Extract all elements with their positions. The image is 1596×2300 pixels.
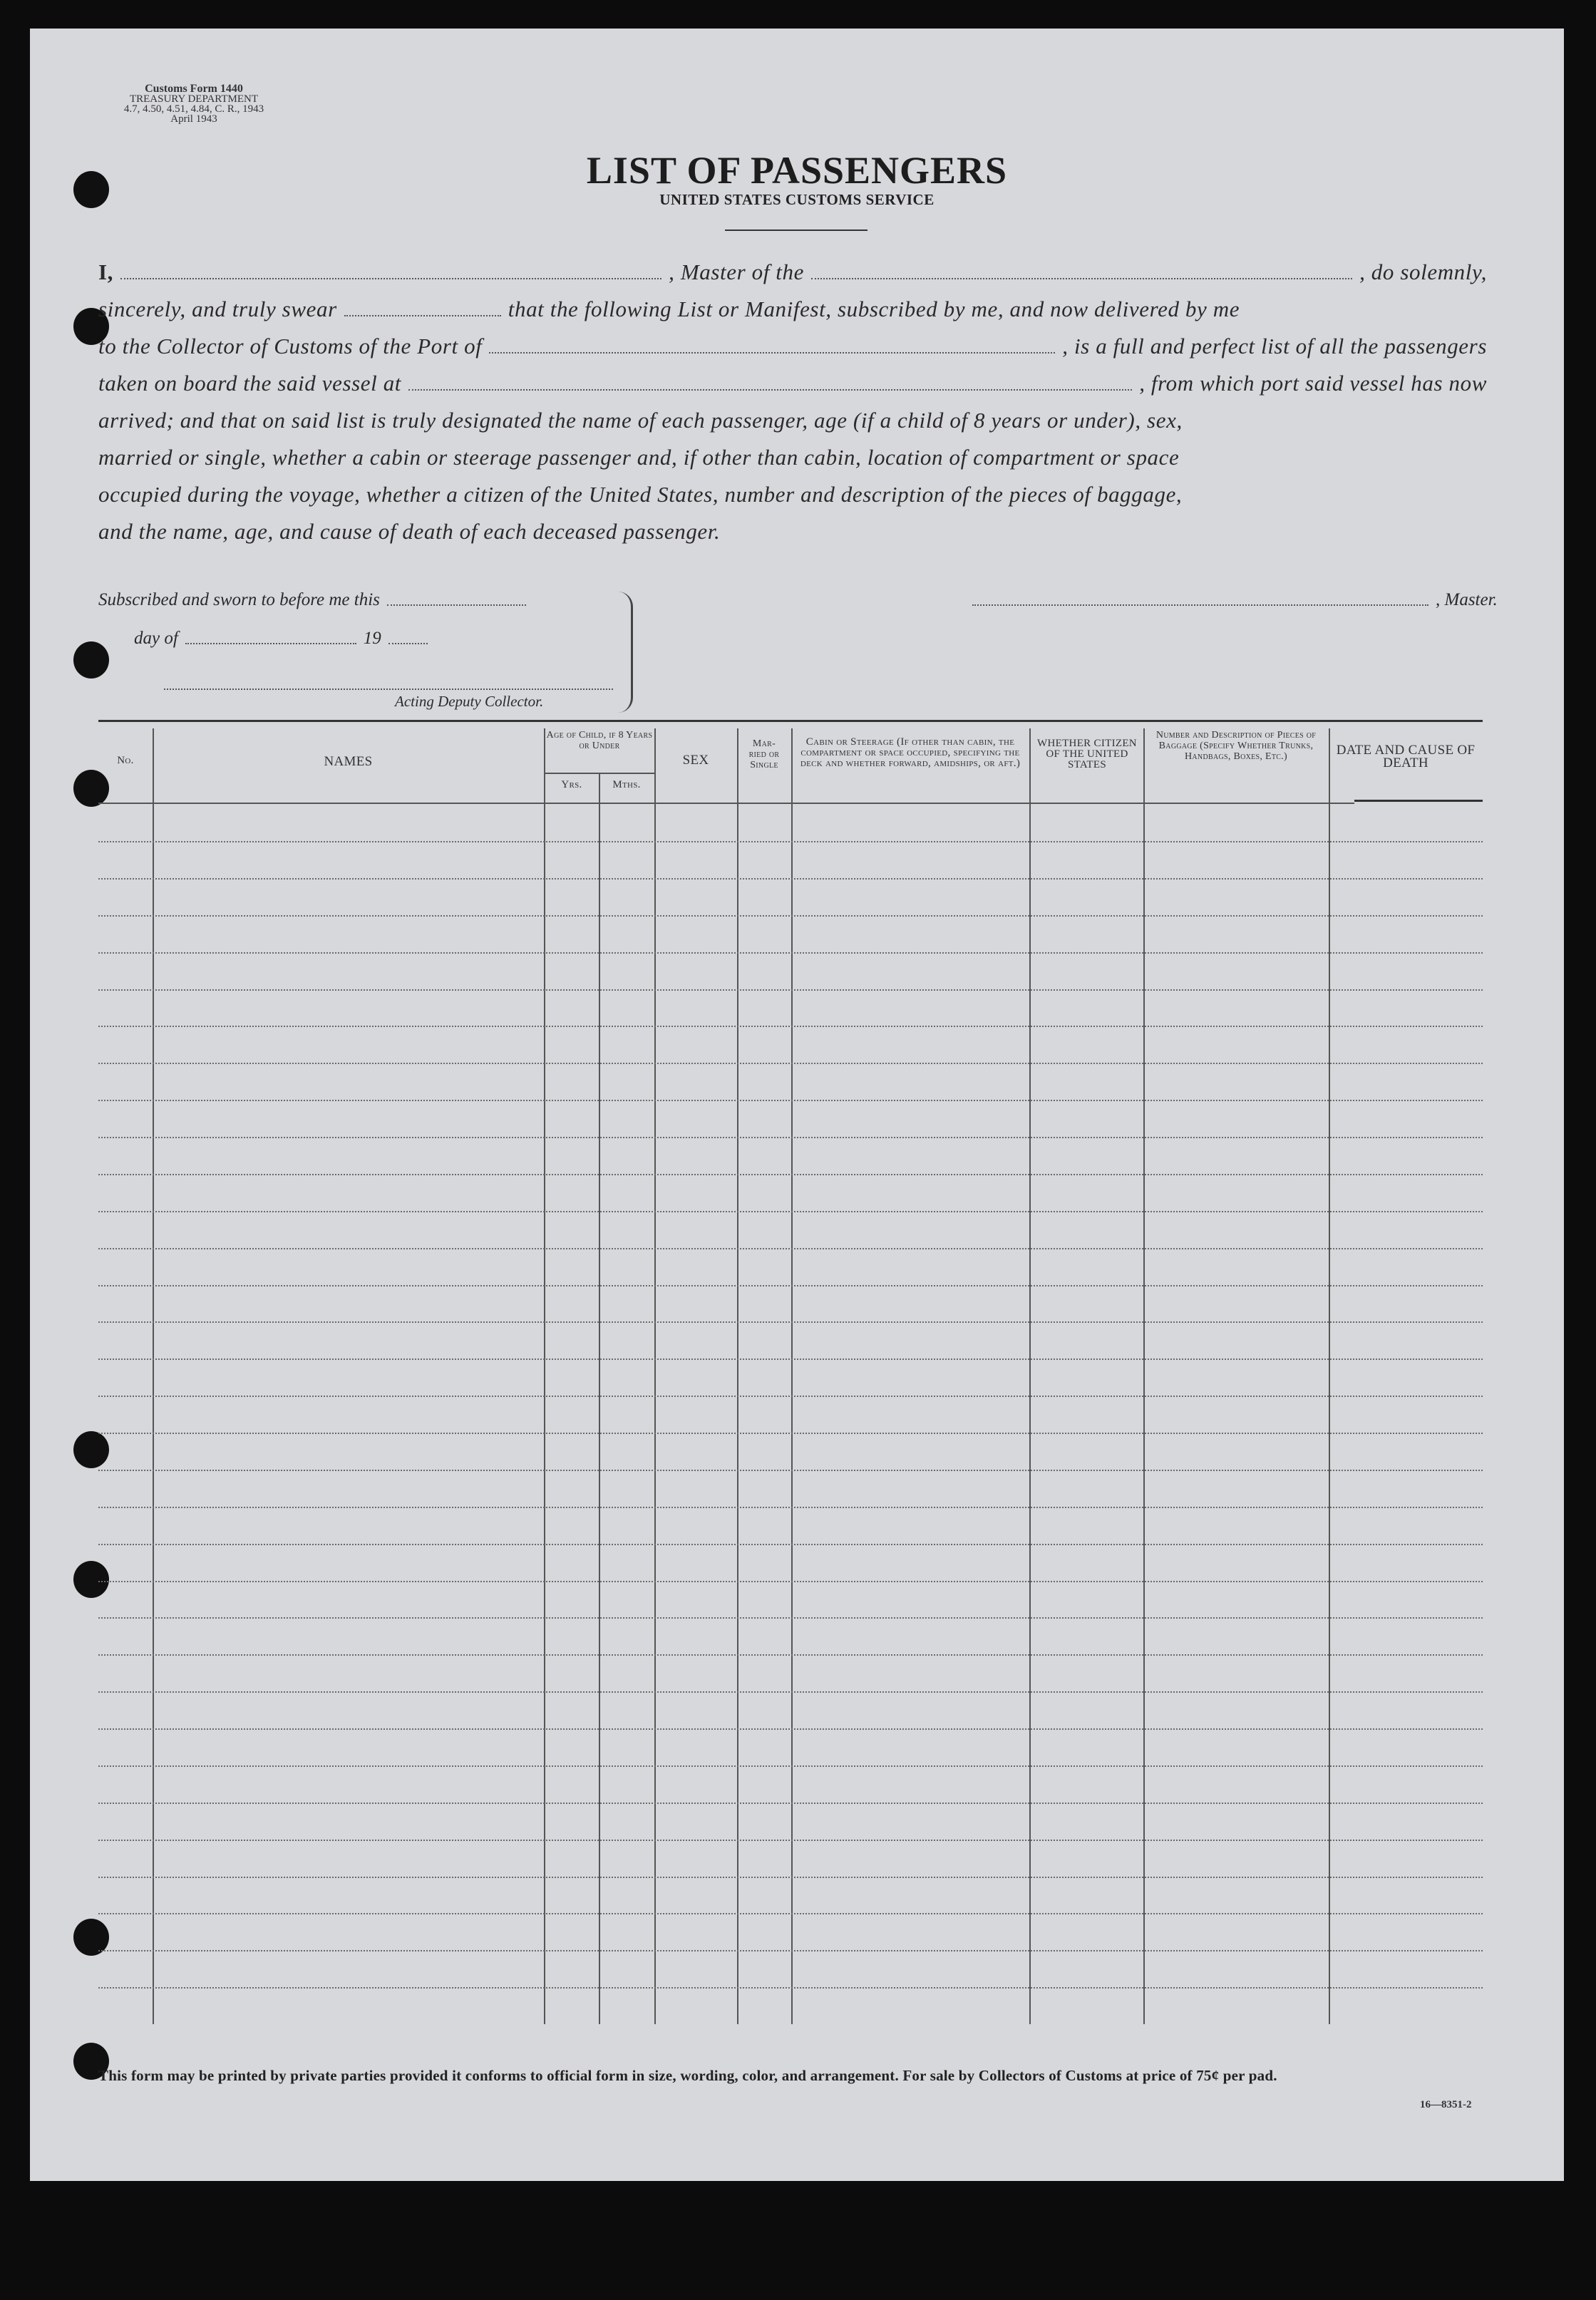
table-row[interactable] bbox=[98, 1654, 1483, 1656]
table-row[interactable] bbox=[98, 1433, 1483, 1434]
oath-text: sincerely, and truly swear bbox=[98, 296, 337, 321]
oath-line-2 bbox=[98, 294, 1487, 322]
jurat-text: Subscribed and sworn to before me this bbox=[98, 590, 380, 609]
table-row[interactable] bbox=[98, 1840, 1483, 1841]
table-row[interactable] bbox=[98, 1358, 1483, 1360]
header-sex: SEX bbox=[682, 753, 709, 768]
table-row[interactable] bbox=[98, 1211, 1483, 1212]
table-row[interactable] bbox=[98, 1100, 1483, 1101]
oath-text: to the Collector of Customs of the Port of bbox=[98, 334, 483, 359]
column-divider bbox=[1029, 728, 1031, 2024]
oath-line-4 bbox=[98, 368, 1487, 396]
form-department: TREASURY DEPARTMENT bbox=[129, 93, 259, 105]
master-signature-field[interactable] bbox=[972, 604, 1428, 606]
jurat-date bbox=[134, 629, 435, 649]
master-name-field[interactable] bbox=[120, 277, 661, 279]
oath-line-7: occupied during the voyage, whether a citizen of the United States, number and description of the pieces of baggage, bbox=[98, 482, 1183, 507]
oath-text: , Master of the bbox=[669, 259, 804, 284]
table-row[interactable] bbox=[98, 1285, 1483, 1286]
table-row[interactable] bbox=[98, 1063, 1483, 1064]
table-row[interactable] bbox=[98, 1026, 1483, 1027]
jurat-bracket bbox=[618, 592, 633, 713]
header-citizen: WHETHER CITIZEN OF THE UNITED STATES bbox=[1037, 738, 1137, 770]
jurat-month-field[interactable] bbox=[185, 642, 356, 644]
column-divider bbox=[1143, 728, 1145, 2024]
collector-signature-field[interactable] bbox=[164, 689, 613, 690]
table-row[interactable] bbox=[98, 1137, 1483, 1138]
oath-line-5: arrived; and that on said list is truly designated the name of each passenger, age (if a child of 8 years or under), sex, bbox=[98, 408, 1183, 433]
oath-line-1 bbox=[98, 257, 1487, 285]
table-row[interactable] bbox=[98, 989, 1483, 991]
punch-hole bbox=[73, 770, 109, 807]
table-row[interactable] bbox=[98, 952, 1483, 954]
header-age: Age of Child, if 8 Years or Under bbox=[546, 730, 653, 751]
jurat-day-field[interactable] bbox=[387, 604, 526, 606]
master-label: , Master. bbox=[1436, 590, 1498, 609]
table-top-rule bbox=[98, 720, 1483, 722]
table-row[interactable] bbox=[98, 1321, 1483, 1323]
jurat-subscribed bbox=[98, 590, 533, 610]
column-divider bbox=[654, 728, 656, 2024]
table-row[interactable] bbox=[98, 1765, 1483, 1767]
table-row[interactable] bbox=[98, 1803, 1483, 1804]
table-row[interactable] bbox=[98, 1544, 1483, 1545]
form-regulations: 4.7, 4.50, 4.51, 4.84, C. R., 1943 bbox=[123, 103, 264, 115]
title-rule bbox=[725, 230, 867, 231]
footer-note: This form may be printed by private parties provided it conforms to official form in size, wording, color, and arrangement. For sale by Collectors of Customs at price of 75¢ per pad. bbox=[98, 2067, 1277, 2084]
oath-line-8: and the name, age, and cause of death of each deceased passenger. bbox=[98, 519, 721, 544]
table-row[interactable] bbox=[98, 878, 1483, 880]
header-death: DATE AND CAUSE OF DEATH bbox=[1336, 743, 1476, 770]
table-row[interactable] bbox=[98, 1174, 1483, 1175]
form-identifier bbox=[101, 84, 287, 124]
jurat-text: 19 bbox=[363, 629, 381, 648]
oath-text: , is a full and perfect list of all the passengers bbox=[1062, 334, 1487, 359]
page-subtitle: UNITED STATES CUSTOMS SERVICE bbox=[659, 191, 935, 208]
header-no: No. bbox=[117, 755, 134, 766]
form-date: April 1943 bbox=[170, 113, 217, 125]
table-row[interactable] bbox=[98, 1691, 1483, 1693]
punch-hole bbox=[73, 1561, 109, 1598]
column-divider bbox=[737, 728, 738, 2024]
header-mths: Mths. bbox=[612, 779, 641, 790]
header-yrs: Yrs. bbox=[561, 779, 582, 790]
header-cabin: Cabin or Steerage (If other than cabin, the compartment or space occupied, specifying the deck and whether forward, amidships, or aft.) bbox=[800, 736, 1021, 769]
port-field[interactable] bbox=[489, 351, 1055, 354]
master-signature bbox=[965, 590, 1498, 610]
punch-hole bbox=[73, 641, 109, 679]
table-row[interactable] bbox=[98, 1581, 1483, 1582]
oath-text: , do solemnly, bbox=[1359, 259, 1487, 284]
table-row[interactable] bbox=[98, 1950, 1483, 1951]
death-header-rule bbox=[1354, 800, 1483, 802]
column-divider bbox=[599, 773, 600, 2024]
form-number: Customs Form 1440 bbox=[145, 83, 243, 95]
table-row[interactable] bbox=[98, 1396, 1483, 1397]
swear-field[interactable] bbox=[344, 314, 501, 316]
table-row[interactable] bbox=[98, 1913, 1483, 1914]
table-row[interactable] bbox=[98, 915, 1483, 917]
column-divider bbox=[153, 728, 154, 2024]
table-row[interactable] bbox=[98, 1728, 1483, 1730]
column-divider bbox=[1329, 728, 1330, 2024]
column-divider bbox=[544, 728, 545, 2024]
table-row[interactable] bbox=[98, 1248, 1483, 1249]
table-row[interactable] bbox=[98, 1617, 1483, 1619]
age-subheader-rule bbox=[545, 773, 654, 774]
embark-port-field[interactable] bbox=[408, 388, 1132, 391]
punch-hole bbox=[73, 1431, 109, 1468]
print-code: 16—8351-2 bbox=[1420, 2099, 1472, 2110]
table-row[interactable] bbox=[98, 841, 1483, 842]
column-divider bbox=[791, 728, 793, 2024]
oath-text: that the following List or Manifest, subscribed by me, and now delivered by me bbox=[508, 296, 1240, 321]
header-names: NAMES bbox=[324, 754, 373, 769]
vessel-name-field[interactable] bbox=[811, 277, 1352, 279]
form-page bbox=[30, 29, 1564, 2181]
oath-line-3 bbox=[98, 331, 1487, 359]
oath-text: taken on board the said vessel at bbox=[98, 371, 402, 396]
table-row[interactable] bbox=[98, 1507, 1483, 1508]
jurat-text: day of bbox=[134, 629, 178, 648]
table-row[interactable] bbox=[98, 1987, 1483, 1989]
header-married: Mar- ried or Single bbox=[748, 738, 780, 770]
table-row[interactable] bbox=[98, 1470, 1483, 1471]
jurat-year-field[interactable] bbox=[388, 642, 428, 644]
oath-line-6: married or single, whether a cabin or steerage passenger and, if other than cabin, location of compartment or space bbox=[98, 445, 1180, 470]
page-title: LIST OF PASSENGERS bbox=[586, 149, 1008, 192]
header-bottom-rule bbox=[98, 803, 1354, 804]
collector-label: Acting Deputy Collector. bbox=[395, 693, 544, 710]
oath-text: , from which port said vessel has now bbox=[1139, 371, 1487, 396]
header-baggage: Number and Description of Pieces of Baggage (Specify Whether Trunks, Handbags, Boxes, Etc.) bbox=[1155, 730, 1317, 762]
oath-text: I, bbox=[98, 259, 114, 284]
table-row[interactable] bbox=[98, 1877, 1483, 1878]
